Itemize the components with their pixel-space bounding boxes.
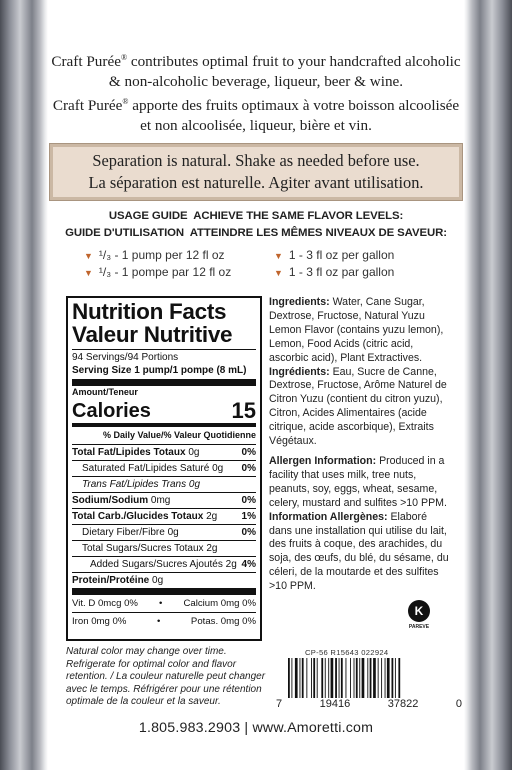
barcode-bar: [398, 658, 400, 698]
bullet: •: [159, 598, 163, 609]
product-code: CP-56 R15643 022924: [305, 648, 389, 657]
allergen-fr: [269, 511, 451, 594]
barcode-bar: [354, 658, 355, 698]
usage-achieve-fr: ATTEINDRE LES MÊMES NIVEAUX DE SAVEUR:: [189, 227, 447, 239]
triangle-icon: ▼: [274, 251, 283, 261]
nutrient-percent: 4%: [241, 559, 256, 570]
allergen-en: [269, 455, 451, 511]
nutrient-amount: 0mg: [150, 495, 171, 506]
barcode-bar: [367, 658, 368, 698]
nutrient-name: Total Sugars/Sucres Totaux: [82, 543, 204, 554]
barcode-digits-left: 19416: [319, 698, 351, 710]
nutrient-row: [72, 445, 256, 460]
intro-text: [50, 48, 462, 136]
intro-fr-text: apporte des fruits optimaux à votre boisson alcoolisée et non alcoolisée, liqueur, bière et vin.: [128, 97, 460, 135]
usage-guide-title-fr: GUIDE D'UTILISATION: [65, 227, 185, 239]
allergen-fr-text: Elaboré dans une installation qui utilise du lait, des fruits à coque, des arachides, du soja, des œufs, du blé, du sésame, du céleri, de la moutarde et des sulfites >10 PPM.: [269, 510, 449, 593]
nutrient-amount: 0g: [167, 527, 179, 538]
nutrient-percent: 0%: [241, 447, 256, 458]
nutrient-label: [72, 558, 237, 571]
barcode-bar: [387, 658, 390, 698]
triangle-icon: ▼: [84, 268, 93, 278]
nutrient-label: [72, 494, 170, 507]
usage-pump-en: [84, 247, 274, 264]
nutrient-name: Total Carb./Glucides Totaux: [72, 511, 204, 522]
barcode-bar: [370, 658, 372, 698]
serving-size: Serving Size 1 pump/1 pompe (8 mL): [72, 365, 247, 376]
calories-value: 15: [231, 398, 256, 423]
usage-gallon-fr: [274, 264, 394, 281]
barcode-bar: [302, 658, 304, 698]
intro-en-text: contributes optimal fruit to your handcrafted alcoholic & non-alcoholic beverage, liqueur, beer & wine.: [108, 53, 461, 91]
nutrient-label: [72, 478, 200, 491]
nutrient-amount: 2g: [206, 543, 218, 554]
nutrient-percent: 0%: [241, 527, 256, 538]
nutrition-facts-panel: [66, 296, 262, 641]
nutrient-name: Dietary Fiber/Fibre: [82, 527, 165, 538]
vitamin-d: Vit. D 0mcg 0%: [72, 598, 138, 609]
triangle-icon: ▼: [84, 251, 93, 261]
usage-rows: [84, 247, 424, 281]
pareve-label: PAREVE: [408, 624, 430, 630]
barcode-bar: [325, 658, 326, 698]
calories-label: Calories: [72, 400, 151, 422]
nutrient-label: [72, 510, 217, 523]
usage-guide-en: [50, 208, 462, 225]
nutrient-amount: 0g: [212, 463, 224, 474]
nutrient-percent: 0%: [241, 495, 256, 506]
barcode-bar: [335, 658, 337, 698]
barcode-digits: [276, 698, 462, 710]
ingredients-fr: [269, 366, 451, 449]
nutrient-label: [72, 542, 217, 555]
nutrient-percent: 0%: [241, 463, 256, 474]
barcode-bar: [317, 658, 318, 698]
ingredients-en-text: Water, Cane Sugar, Dextrose, Fructose, Natural Yuzu Lemon Flavor (contains yuzu lemon), Lemon, Food Acids (citric acid, ascorbic acid), Plant Extractives.: [269, 296, 444, 364]
usage-achieve-en: ACHIEVE THE SAME FLAVOR LEVELS:: [193, 210, 404, 222]
nutrient-row: [72, 557, 256, 572]
barcode-bar: [378, 658, 379, 698]
nutrient-label: [72, 574, 163, 587]
calcium: Calcium 0mg 0%: [183, 598, 256, 609]
allergen-en-text: Produced in a facility that uses milk, tree nuts, peanuts, soy, eggs, wheat, sesame, celery, mustard and sulfites >10 PPM.: [269, 454, 447, 509]
barcode-bar: [362, 658, 365, 698]
usage-guide-fr: [50, 225, 462, 242]
nutrient-percent: 1%: [241, 511, 256, 522]
shake-notice: [50, 144, 462, 200]
shake-notice-en: Separation is natural. Shake as needed before use.: [92, 151, 420, 170]
barcode-bar: [321, 658, 323, 698]
divider-thick-2: [72, 588, 256, 595]
nutrition-title-fr: Valeur Nutritive: [72, 322, 233, 347]
vitamin-row-1: [72, 595, 256, 612]
vitamin-row-2: [72, 613, 256, 630]
nutrient-row: [72, 573, 256, 588]
barcode-bar: [385, 658, 386, 698]
nutrient-row: [72, 541, 256, 556]
nutrient-amount: 0g: [188, 479, 201, 490]
barcode-digit-check: 0: [455, 698, 462, 710]
footer-contact: 1.805.983.2903 | www.Amoretti.com: [138, 720, 374, 736]
ingredients-en-label: Ingredients:: [269, 296, 330, 308]
intro-english: [50, 48, 462, 92]
barcode-bar: [350, 658, 351, 698]
barcode-bar: [359, 658, 360, 698]
calories-row: [72, 399, 256, 423]
nutrient-row: [72, 525, 256, 540]
usage-guide-title: USAGE GUIDE: [108, 210, 188, 222]
servings: 94 Servings/94 Portions: [72, 349, 256, 364]
divider-thick: [72, 379, 256, 386]
nutrient-name: Total Fat/Lipides Totaux: [72, 447, 186, 458]
nutrient-row: [72, 461, 256, 476]
usage-pump-fr-text: ¹/₃ - 1 pompe par 12 fl oz: [98, 265, 232, 279]
nutrient-amount: 0g: [188, 447, 200, 458]
nutrient-amount: 2g: [206, 511, 218, 522]
nutrient-name: Saturated Fat/Lipides Saturé: [82, 463, 210, 474]
nutrient-rows: [72, 444, 256, 588]
nutrient-row: [72, 509, 256, 524]
barcode-bar: [311, 658, 312, 698]
registered-mark: ®: [120, 53, 128, 62]
barcode: [286, 658, 444, 698]
triangle-icon: ▼: [274, 268, 283, 278]
barcode-bar: [288, 658, 290, 698]
usage-gallon-en: [274, 247, 394, 264]
allergen-fr-label: Information Allergènes:: [269, 510, 388, 523]
barcode-digit-lead: 7: [276, 698, 283, 710]
nutrient-amount: 2g: [225, 559, 237, 570]
nutrient-amount: 0g: [152, 575, 164, 586]
barcode-bar: [295, 658, 298, 698]
usage-pump-fr: [84, 264, 274, 281]
allergen-en-label: Allergen Information:: [269, 454, 377, 467]
usage-row-fr: [84, 264, 424, 281]
barcode-bar: [328, 658, 329, 698]
daily-value-header: % Daily Value/% Valeur Quotidienne: [102, 430, 256, 440]
barcode-bar: [392, 658, 394, 698]
barcode-bar: [373, 658, 376, 698]
usage-row-en: [84, 247, 424, 264]
kosher-icon: K: [408, 600, 430, 622]
potassium: Potas. 0mg 0%: [190, 616, 256, 627]
barcode-bar: [395, 658, 396, 698]
nutrient-label: [72, 462, 223, 475]
nutrient-name: Added Sugars/Sucres Ajoutés: [90, 559, 223, 570]
intro-french: [50, 92, 462, 136]
amount-label: Amount/Teneur: [72, 387, 138, 397]
ingredients-block: [269, 296, 451, 594]
barcode-digits-right: 37822: [387, 698, 419, 710]
usage-pump-en-text: ¹/₃ - 1 pump per 12 fl oz: [98, 248, 225, 262]
ingredients-fr-text: Eau, Sucre de Canne, Dextrose, Fructose, Arôme Naturel de Citron Yuzu (contient du citron yuzu), Citron, Acides Alimentaires (acide citrique, acide ascorbique), Extraits Végétaux.: [269, 365, 447, 448]
nutrient-name: Trans Fat/Lipides Trans: [82, 479, 187, 490]
barcode-bar: [341, 658, 343, 698]
barcode-bar: [300, 658, 301, 698]
usage-gallon-fr-text: 1 - 3 fl oz par gallon: [288, 265, 395, 279]
barcode-bar: [356, 658, 358, 698]
brand-name-fr: Craft Purée: [52, 97, 123, 115]
usage-guide: [50, 208, 462, 242]
barcode-bar: [339, 658, 340, 698]
ingredients-fr-label: Ingrédients:: [269, 365, 330, 378]
barcode-bar: [291, 658, 292, 698]
brand-name: Craft Purée: [51, 53, 121, 71]
barcode-bar: [306, 658, 307, 698]
nutrition-title-en: Nutrition Facts: [72, 299, 227, 324]
nutrient-label: [72, 446, 199, 459]
nutrient-row: [72, 477, 256, 492]
usage-gallon-en-text: 1 - 3 fl oz per gallon: [288, 248, 395, 262]
barcode-bar: [331, 658, 334, 698]
barcode-bar: [381, 658, 382, 698]
iron: Iron 0mg 0%: [72, 616, 127, 627]
bullet: •: [156, 616, 161, 627]
barcode-bar: [313, 658, 315, 698]
nutrient-name: Sodium/Sodium: [72, 495, 149, 506]
nutrient-row: [72, 493, 256, 508]
barcode-bar: [346, 658, 347, 698]
shake-notice-fr: La séparation est naturelle. Agiter avant utilisation.: [88, 173, 424, 192]
registered-mark-fr: ®: [122, 97, 129, 107]
nutrient-name: Protein/Protéine: [72, 575, 150, 586]
color-note: Natural color may change over time. Refrigerate for optimal color and flavor retention. / La couleur naturelle peut changer avec le temps. Réfrigérer pour une rétention optimale de la couleur et la saveur.: [66, 646, 266, 707]
nutrient-label: [72, 526, 179, 539]
ingredients-en: [269, 296, 451, 366]
